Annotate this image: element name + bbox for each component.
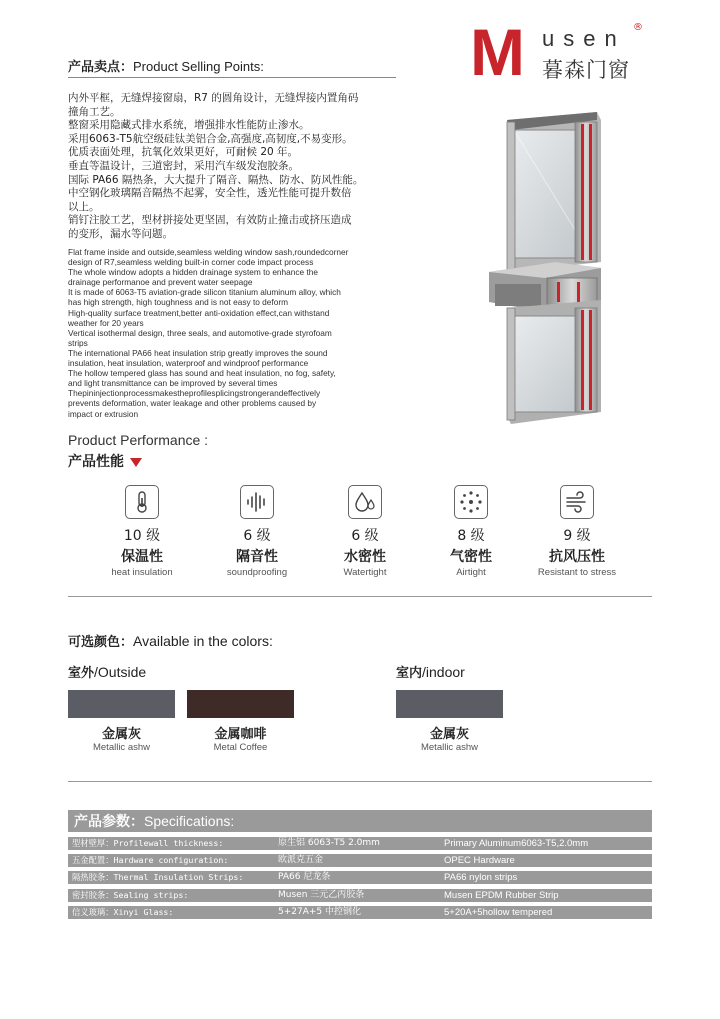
text-line: design of R7,seamless welding built-in corner code impact process xyxy=(68,257,314,268)
spec-row xyxy=(68,837,652,850)
selling-points-en-text xyxy=(68,247,378,419)
performance-name-en: heat insulation xyxy=(111,567,173,578)
specifications-title-cn: 产品参数： xyxy=(74,814,144,830)
water-drops-icon xyxy=(348,485,382,519)
outside-label-cn: 室外 xyxy=(68,666,95,681)
text-line: It is made of 6063-T5 aviation-grade silicon titanium aluminum alloy, which xyxy=(68,287,341,298)
triangle-down-icon xyxy=(130,458,142,467)
text-line: 以上。 xyxy=(68,200,100,213)
performance-name-en: soundproofing xyxy=(226,567,288,578)
selling-points-title xyxy=(68,56,264,75)
performance-name-cn: 气密性 xyxy=(450,549,492,565)
performance-title-cn xyxy=(68,451,142,471)
selling-points-divider xyxy=(68,77,396,78)
text-line: insulation, heat insulation, waterproof and windproof performance xyxy=(68,358,309,369)
text-line: Vertical isothermal design, three seals, and automotive-grade styrofoam xyxy=(68,327,332,338)
performance-item-wind-resistance xyxy=(522,485,632,578)
spec-label: 五金配置：Hardware configuration: xyxy=(72,855,229,865)
spec-row xyxy=(68,854,652,867)
thermometer-icon xyxy=(125,485,159,519)
performance-level: 9 级 xyxy=(563,528,591,544)
color-swatch-metallic-gray-indoor[interactable] xyxy=(396,690,503,718)
performance-name-en: Watertight xyxy=(343,567,387,578)
performance-level: 6 级 xyxy=(351,528,379,544)
spec-value-en: Primary Aluminum6063-T5,2.0mm xyxy=(444,838,589,849)
outside-label xyxy=(68,662,146,681)
performance-item-heat-insulation xyxy=(87,485,197,578)
text-line: 销钉注胶工艺，型材拼接处更坚固，有效防止撞击或挤压造成 xyxy=(68,214,352,227)
performance-name-cn: 抗风压性 xyxy=(549,549,605,565)
spec-value-cn: Musen 三元乙丙胶条 xyxy=(278,890,365,900)
section-divider xyxy=(68,596,652,597)
selling-points-cn-text xyxy=(68,92,378,242)
spec-row xyxy=(68,889,652,902)
spec-value-en: 5+20A+5hollow tempered xyxy=(444,907,553,918)
spec-value-en: Musen EPDM Rubber Strip xyxy=(444,890,559,901)
window-profile-illustration xyxy=(485,112,605,424)
colors-title xyxy=(68,631,273,650)
spec-value-en: PA66 nylon strips xyxy=(444,872,518,883)
color-swatch-metallic-gray-outside[interactable] xyxy=(68,690,175,718)
performance-item-airtight xyxy=(416,485,526,578)
performance-name-en: Resistant to stress xyxy=(537,567,617,578)
swatch-name-en: Metal Coffee xyxy=(213,742,268,753)
spec-label: 信义玻璃：Xinyi Glass: xyxy=(72,907,174,917)
performance-name-cn: 保温性 xyxy=(121,549,163,565)
indoor-label-cn: 室内 xyxy=(396,666,423,681)
indoor-label xyxy=(396,662,465,681)
swatch-name-en: Metallic ashw xyxy=(92,742,151,753)
text-line: 撞角工艺。 xyxy=(68,105,121,118)
text-line: High-quality surface treatment,better anti-oxidation effect,can withstand xyxy=(68,307,330,318)
swatch-name-en: Metallic ashw xyxy=(420,742,479,753)
spec-label: 隔热胶条：Thermal Insulation Strips: xyxy=(72,872,244,882)
colors-title-cn: 可选颜色： xyxy=(68,635,134,650)
swatch-name-cn: 金属灰 xyxy=(429,727,469,742)
spec-value-cn: 原生铝 6063-T5 2.0mm xyxy=(278,838,380,848)
text-line: 优质表面处理，抗氧化效果更好，可耐候 20 年。 xyxy=(68,146,299,159)
specifications-title-en: Specifications: xyxy=(144,813,235,829)
spec-value-cn: 5+27A+5 中控钢化 xyxy=(278,907,362,917)
performance-name-en: Airtight xyxy=(456,567,486,578)
text-line: Flat frame inside and outside,seamless welding window sash,roundedcorner xyxy=(68,247,349,257)
performance-level: 6 级 xyxy=(243,528,271,544)
text-line: The hollow tempered glass has sound and heat insulation, no fog, safety, xyxy=(68,368,336,379)
performance-level: 10 级 xyxy=(123,528,161,544)
brand-logo xyxy=(470,15,660,89)
performance-title-cn-text: 产品性能 xyxy=(68,454,124,470)
spec-label: 型材壁厚：Profilewall thickness: xyxy=(72,838,224,848)
specifications-header xyxy=(68,810,652,832)
performance-level: 8 级 xyxy=(457,528,485,544)
performance-item-watertight xyxy=(310,485,420,578)
spec-row xyxy=(68,871,652,884)
text-line: 国际 PA66 隔热条，大大提升了隔音、隔热、防水、防风性能。 xyxy=(68,173,364,186)
swatch-caption xyxy=(68,723,175,753)
text-line: prevents deformation, water leakage and other problems caused by xyxy=(68,398,317,409)
text-line: 中空钢化玻璃隔音隔热不起雾，安全性，透光性能可提升数倍 xyxy=(68,187,352,200)
performance-title-en: Product Performance : xyxy=(68,432,209,448)
spec-value-en: OPEC Hardware xyxy=(444,855,515,866)
section-divider xyxy=(68,781,652,782)
spec-row xyxy=(68,906,652,919)
performance-item-soundproofing xyxy=(202,485,312,578)
registered-mark: ® xyxy=(633,22,643,33)
text-line: 整窗采用隐藏式排水系统，增强排水性能防止渗水。 xyxy=(68,119,310,132)
selling-points-title-cn: 产品卖点： xyxy=(68,60,134,75)
logo-letter: M xyxy=(470,15,523,89)
spec-label: 密封胶条：Sealing strips: xyxy=(72,890,189,900)
text-line: 采用6063-T5航空级硅钛美铝合金,高强度,高韧度,不易变形。 xyxy=(68,132,353,145)
performance-name-cn: 水密性 xyxy=(344,549,386,565)
spec-value-cn: PA66 尼龙条 xyxy=(278,872,331,882)
airtight-dots-icon xyxy=(454,485,488,519)
text-line: has high strength, high toughness and is not easy to deform xyxy=(68,297,289,308)
text-line: impact or extrusion xyxy=(68,408,139,419)
swatch-caption xyxy=(187,723,294,753)
wind-icon xyxy=(560,485,594,519)
color-swatch-metal-coffee[interactable] xyxy=(187,690,294,718)
logo-cn-name: 暮森门窗 xyxy=(542,58,630,82)
text-line: 的变形，漏水等问题。 xyxy=(68,227,173,240)
sound-wave-icon xyxy=(240,485,274,519)
spec-value-cn: 欧派克五金 xyxy=(278,855,324,865)
performance-name-cn: 隔音性 xyxy=(236,549,278,565)
text-line: and light transmittance can be improved by several times xyxy=(68,378,278,389)
text-line: 内外平框，无缝焊接窗扇，R7 的圆角设计，无缝焊接内置角码 xyxy=(68,92,359,104)
outside-label-en: /Outside xyxy=(94,664,147,680)
swatch-name-cn: 金属咖啡 xyxy=(214,727,267,742)
colors-title-en: Available in the colors: xyxy=(133,633,273,649)
text-line: The whole window adopts a hidden drainage system to enhance the xyxy=(68,267,318,278)
swatch-name-cn: 金属灰 xyxy=(101,727,141,742)
swatch-caption xyxy=(396,723,503,753)
selling-points-title-en: Product Selling Points: xyxy=(133,59,264,74)
indoor-label-en: /indoor xyxy=(422,664,465,680)
text-line: Thepininjectionprocessmakestheprofilesplicingstrongerandeffectively xyxy=(68,388,321,399)
text-line: drainage performanoe and prevent water seepage xyxy=(68,277,253,288)
text-line: weather for 20 years xyxy=(68,317,144,328)
logo-name: usen xyxy=(542,26,626,51)
text-line: strips xyxy=(68,337,88,348)
text-line: 垂直等温设计，三道密封，采用汽车级发泡胶条。 xyxy=(68,159,299,172)
text-line: The international PA66 heat insulation strip greatly improves the sound xyxy=(68,347,328,358)
